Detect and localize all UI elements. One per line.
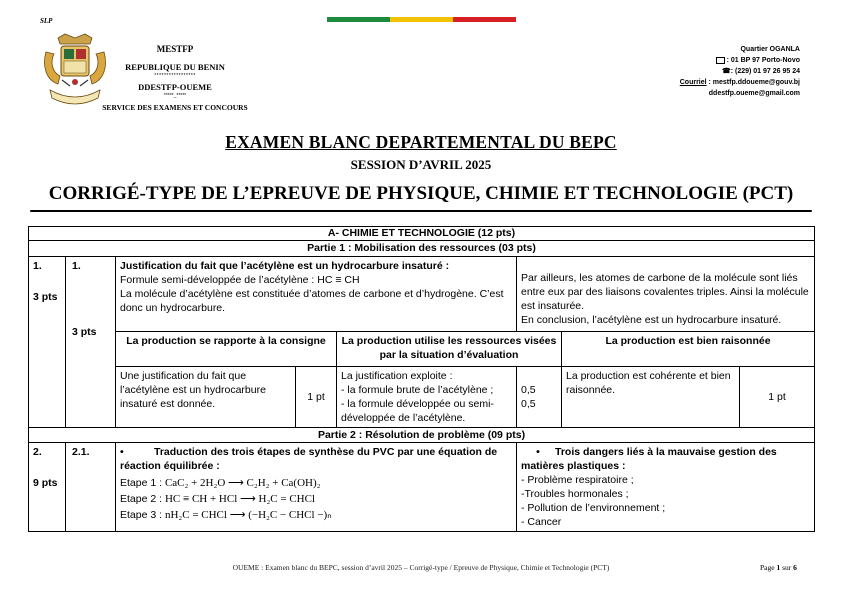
question-2-number-cell [29, 443, 66, 532]
exam-title: EXAMEN BLANC DEPARTEMENTAL DU BEPC [225, 132, 617, 152]
criterion-1-heading: La production se rapporte à la consigne [116, 332, 337, 367]
sub-question-2-1-number: 2.1. [66, 443, 116, 532]
criteria-header-row [29, 332, 815, 367]
stars-separator: ***************** [154, 73, 196, 79]
header-right [600, 44, 800, 99]
etape-1: Etape 1 : CaC₂ + 2H₂O ⟶ C₂H₂ + Ca(OH)₂ [120, 477, 321, 489]
criterion-3-heading: La production est bien raisonnée [562, 332, 815, 367]
criterion-1-text: Une justification du fait que l’acétylène est un hydrocarbure insaturé est donnée. [116, 367, 296, 428]
etape-3: Etape 3 : nH₂C = CHCl ⟶ (−H₂C − CHCl −)ₙ [120, 509, 332, 521]
criteria-detail-row [29, 367, 815, 428]
sub-question-1-points: 3 pts [72, 326, 97, 338]
criterion-1-points: 1 pt [296, 367, 337, 428]
criterion-2-heading: La production utilise les ressources visées par la situation d’évaluation [337, 332, 562, 367]
corrige-title: CORRIGÉ-TYPE DE L’EPREUVE DE PHYSIQUE, CHIMIE ET TECHNOLOGIE (PCT) [48, 183, 794, 204]
justification-left-cell [116, 257, 517, 332]
danger-item: - Cancer [521, 516, 562, 528]
criterion-3-points: 1 pt [740, 367, 815, 428]
justification-title: Justification du fait que l’acétylène est un hydrocarbure insaturé : [120, 260, 450, 272]
po-box-line: : 01 BP 97 Porto-Novo [600, 55, 800, 66]
page-number: Page 1 sur 6 [760, 563, 797, 572]
address-line: Quartier OGANLA [740, 46, 800, 53]
synthesis-title: Traduction des trois étapes de synthèse du PVC par une équation de réaction équilibrée : [120, 446, 498, 472]
criterion-2-text-cell [337, 367, 517, 428]
question-2-points: 9 pts [33, 477, 58, 489]
email-line: Courriel : mestfp.ddoueme@gouv.bj [679, 79, 800, 86]
dots-separator: *****_***** [163, 93, 187, 99]
justification-hydrocarbon: La molécule d’acétylène est constituée d’atomes de carbone et d’hydrogène. C’est donc un hydrocarbure. [120, 288, 504, 314]
email-line-2: ddestfp.oueme@gmail.com [708, 90, 800, 97]
criterion-2-intro: La justification exploite : [341, 370, 453, 382]
section-a-heading: A- CHIMIE ET TECHNOLOGIE (12 pts) [29, 227, 815, 241]
page-footer: OUEME : Examen blanc du BEPC, session d’avril 2025 – Corrigé-type / Epreuve de Physique, Chimie et Technologie (PCT) [232, 563, 610, 572]
justification-right-cell [517, 257, 815, 332]
question-1-points: 3 pts [33, 291, 58, 303]
country-name: REPUBLIQUE DU BENIN [125, 62, 225, 72]
justification-conclusion: En conclusion, l’acétylène est un hydrocarbure insaturé. [521, 314, 782, 326]
justification-formula: Formule semi-développée de l’acétylène : HC ≡ CH [120, 274, 360, 286]
part2-content-row [29, 443, 815, 532]
dangers-title-line [521, 445, 810, 473]
synthesis-title-line [120, 445, 512, 473]
bullet-icon: • [536, 446, 540, 458]
criterion-2-item-1: - la formule brute de l’acétylène ; [341, 384, 494, 396]
synthesis-cell [116, 443, 517, 532]
ministry-name: MESTFP [156, 44, 194, 54]
dangers-title: Trois dangers liés à la mauvaise gestion des matières plastiques : [521, 446, 777, 472]
corner-mark: SLP [40, 17, 53, 25]
etape-2: Etape 2 : HC ≡ CH + HCl ⟶ H₂C = CHCl [120, 493, 316, 505]
phone-icon: ☎ [721, 68, 731, 75]
section-a-row [29, 227, 815, 241]
part1-content-row [29, 257, 815, 332]
direction-name: DDESTFP-OUEME [138, 82, 212, 92]
session-title: SESSION D’AVRIL 2025 [350, 157, 492, 172]
mailbox-icon [716, 57, 725, 64]
part1-row [29, 241, 815, 257]
danger-item: - Problème respiratoire ; [521, 474, 634, 486]
danger-item: -Troubles hormonales ; [521, 488, 629, 500]
part1-heading: Partie 1 : Mobilisation des ressources (03 pts) [29, 241, 815, 257]
question-2-number: 2. [33, 446, 42, 458]
sub-question-1-cell [66, 257, 116, 428]
bullet-icon: • [120, 446, 124, 458]
criterion-2-point-2: 0,5 [521, 398, 536, 410]
phone-line: ☎: (229) 01 97 26 95 24 [721, 68, 800, 75]
sub-question-1-number: 1. [72, 260, 81, 272]
danger-item: - Pollution de l’environnement ; [521, 502, 666, 514]
dangers-cell [517, 443, 815, 532]
service-name: SERVICE DES EXAMENS ET CONCOURS [102, 103, 248, 112]
question-1-number: 1. [33, 260, 42, 272]
part2-heading: Partie 2 : Résolution de problème (09 pts) [29, 428, 815, 443]
title-divider [30, 210, 812, 212]
corrige-table [28, 226, 815, 532]
justification-bonds: Par ailleurs, les atomes de carbone de la molécule sont liés entre eux par des liaisons covalentes triples. Ainsi la molécule est insaturée. [521, 272, 809, 312]
criterion-2-points-cell [517, 367, 562, 428]
flag-stripe [327, 17, 516, 22]
part2-row [29, 428, 815, 443]
question-1-number-cell [29, 257, 66, 428]
header-left [90, 44, 260, 112]
criterion-3-text: La production est cohérente et bien raisonnée. [562, 367, 740, 428]
criterion-2-item-2: - la formule développée ou semi-développée de l’acétylène. [341, 398, 494, 424]
criterion-2-point-1: 0,5 [521, 384, 536, 396]
